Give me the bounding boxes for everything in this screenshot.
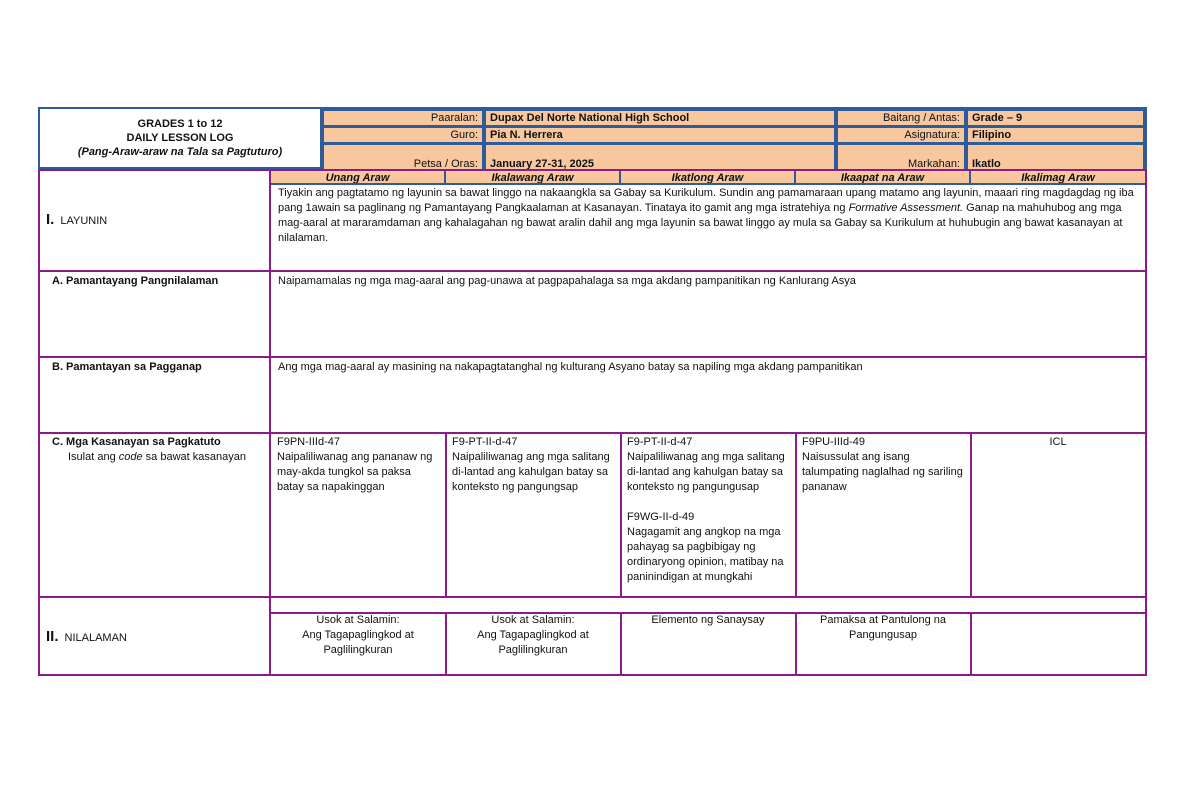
- kasanayan-col-1: [271, 434, 447, 596]
- competency-code: F9PN-IIId-47: [277, 436, 340, 448]
- nilalaman-col-4: Pamaksa at Pantulong na Pangungusap: [796, 612, 972, 674]
- layunin-label-cell: [40, 171, 271, 270]
- nilalaman-numeral: II.: [46, 628, 59, 645]
- paaralan-label: Paaralan:: [322, 109, 484, 127]
- title-grades: GRADES 1 to 12: [137, 118, 223, 130]
- layunin-text-b: Ganap na mahuhubog ang mga mag-aaral at mararamdaman ang kahalagahan ng bawat aralin dahil ang mga layunin sa bawat linggo ay mula sa Gabay sa Kurikulum at huhubugin ang bawat kasanayan at nilalaman.: [278, 202, 1123, 244]
- daily-lesson-log: [38, 107, 1147, 676]
- competency-text: Naipaliliwanag ang mga salitang di-lantad ang kahulgan batay sa konteksto ng pangungusap: [627, 451, 785, 493]
- title-dll: DAILY LESSON LOG: [126, 132, 234, 144]
- day-header-2: Ikalawang Araw: [444, 169, 621, 185]
- competency-text: Naipaliliwanag ang pananaw ng may-akda tungkol sa paksa batay sa napakinggan: [277, 451, 433, 493]
- pangnilalaman-text: Naipamamalas ng mga mag-aaral ang pag-unawa at pagpapahalaga sa mga akdang pampanitikan ng Kanlurang Asya: [278, 275, 856, 287]
- layunin-text: [271, 185, 1145, 247]
- nilalaman-col-1: Usok at Salamin: Ang Tagapaglingkod at Paglilingkuran: [271, 612, 447, 674]
- section-nilalaman: [38, 596, 1147, 676]
- competency-code-2: F9WG-II-d-49: [627, 511, 695, 523]
- kasanayan-label-cell: [40, 434, 271, 596]
- section-pagganap: [38, 356, 1147, 434]
- log-title-block: [38, 107, 320, 169]
- section-kasanayan: [38, 432, 1147, 598]
- kasanayan-col-3: [621, 434, 797, 596]
- guro-label: Guro:: [322, 126, 484, 144]
- section-pangnilalaman: [38, 270, 1147, 358]
- day-header-3: Ikatlong Araw: [619, 169, 796, 185]
- nilalaman-col-5: [971, 612, 1145, 674]
- day-header-1: Unang Araw: [269, 169, 446, 185]
- pagganap-label: B. Pamantayan sa Pagganap: [40, 358, 271, 432]
- header-info-grid: [320, 107, 1147, 169]
- kasanayan-sub-b: sa bawat kasanayan: [142, 451, 246, 463]
- kasanayan-columns: [271, 434, 1145, 596]
- layunin-text-a: Tiyakin ang pagtatamo ng layunin sa bawat linggo na nakaangkla sa Gabay sa Kurikulum. Sundin ang pamamaraan upang matamo ang layunin, maaari ring magdagdag ng iba pang 1awain sa paglinang ng Pamantayang Pangkaalaman at Kasanayan. Tinataya ito gamit ang mga istratehiya ng: [278, 187, 1134, 214]
- nilalaman-label: NILALAMAN: [64, 632, 127, 644]
- competency-code: F9-PT-II-d-47: [452, 436, 518, 448]
- layunin-numeral: I.: [46, 211, 55, 228]
- nilalaman-col-2: Usok at Salamin: Ang Tagapaglingkod at Paglilingkuran: [446, 612, 622, 674]
- asignatura-label: Asignatura:: [836, 126, 966, 144]
- markahan-label: Markahan:: [836, 143, 966, 171]
- kasanayan-sub-a: Isulat ang: [68, 451, 119, 463]
- competency-code: ICL: [1049, 436, 1067, 448]
- nilalaman-label-cell: [40, 598, 271, 674]
- title-subtitle: (Pang-Araw-araw na Tala sa Pagtuturo): [77, 146, 283, 158]
- competency-code: F9PU-IIId-49: [802, 436, 865, 448]
- kasanayan-sublabel: [52, 450, 269, 465]
- competency-text: Naisussulat ang isang talumpating naglalhad ng sariling pananaw: [802, 451, 963, 493]
- nilalaman-col-3: Elemento ng Sanaysay: [621, 612, 797, 674]
- section-layunin: [38, 169, 1147, 272]
- paaralan-value: Dupax Del Norte National High School: [484, 109, 836, 127]
- day-header-4: Ikaapat na Araw: [794, 169, 971, 185]
- petsa-value: January 27-31, 2025: [484, 143, 836, 171]
- kasanayan-col-4: [796, 434, 972, 596]
- guro-value: Pia N. Herrera: [484, 126, 836, 144]
- competency-text-2: Nagagamit ang angkop na mga pahayag sa pagbibigay ng ordinaryong opinion, matibay na paninindigan at mungkahi: [627, 526, 784, 583]
- kasanayan-col-5: [971, 434, 1145, 596]
- baitang-label: Baitang / Antas:: [836, 109, 966, 127]
- kasanayan-col-2: [446, 434, 622, 596]
- markahan-value: Ikatlo: [966, 143, 1145, 171]
- competency-text: Naipaliliwanag ang mga salitang di-lantad ang kahulgan batay sa konteksto ng pangungsap: [452, 451, 610, 493]
- kasanayan-sub-em: code: [118, 451, 143, 463]
- baitang-value: Grade – 9: [966, 109, 1145, 127]
- kasanayan-label: C. Mga Kasanayan sa Pagkatuto: [52, 436, 221, 448]
- pangnilalaman-label: A. Pamantayang Pangnilalaman: [40, 272, 271, 356]
- asignatura-value: Filipino: [966, 126, 1145, 144]
- layunin-label: LAYUNIN: [60, 215, 108, 227]
- petsa-label: Petsa / Oras:: [322, 143, 484, 171]
- competency-code: F9-PT-II-d-47: [627, 436, 693, 448]
- pagganap-text: Ang mga mag-aaral ay masining na nakapagtatanghal ng kulturang Asyano batay sa napiling mga akdang pampanitikan: [278, 361, 863, 373]
- layunin-text-em: Formative Assessment.: [848, 202, 964, 214]
- nilalaman-columns: [271, 612, 1145, 674]
- day-header-5: Ikalimag Araw: [969, 169, 1147, 185]
